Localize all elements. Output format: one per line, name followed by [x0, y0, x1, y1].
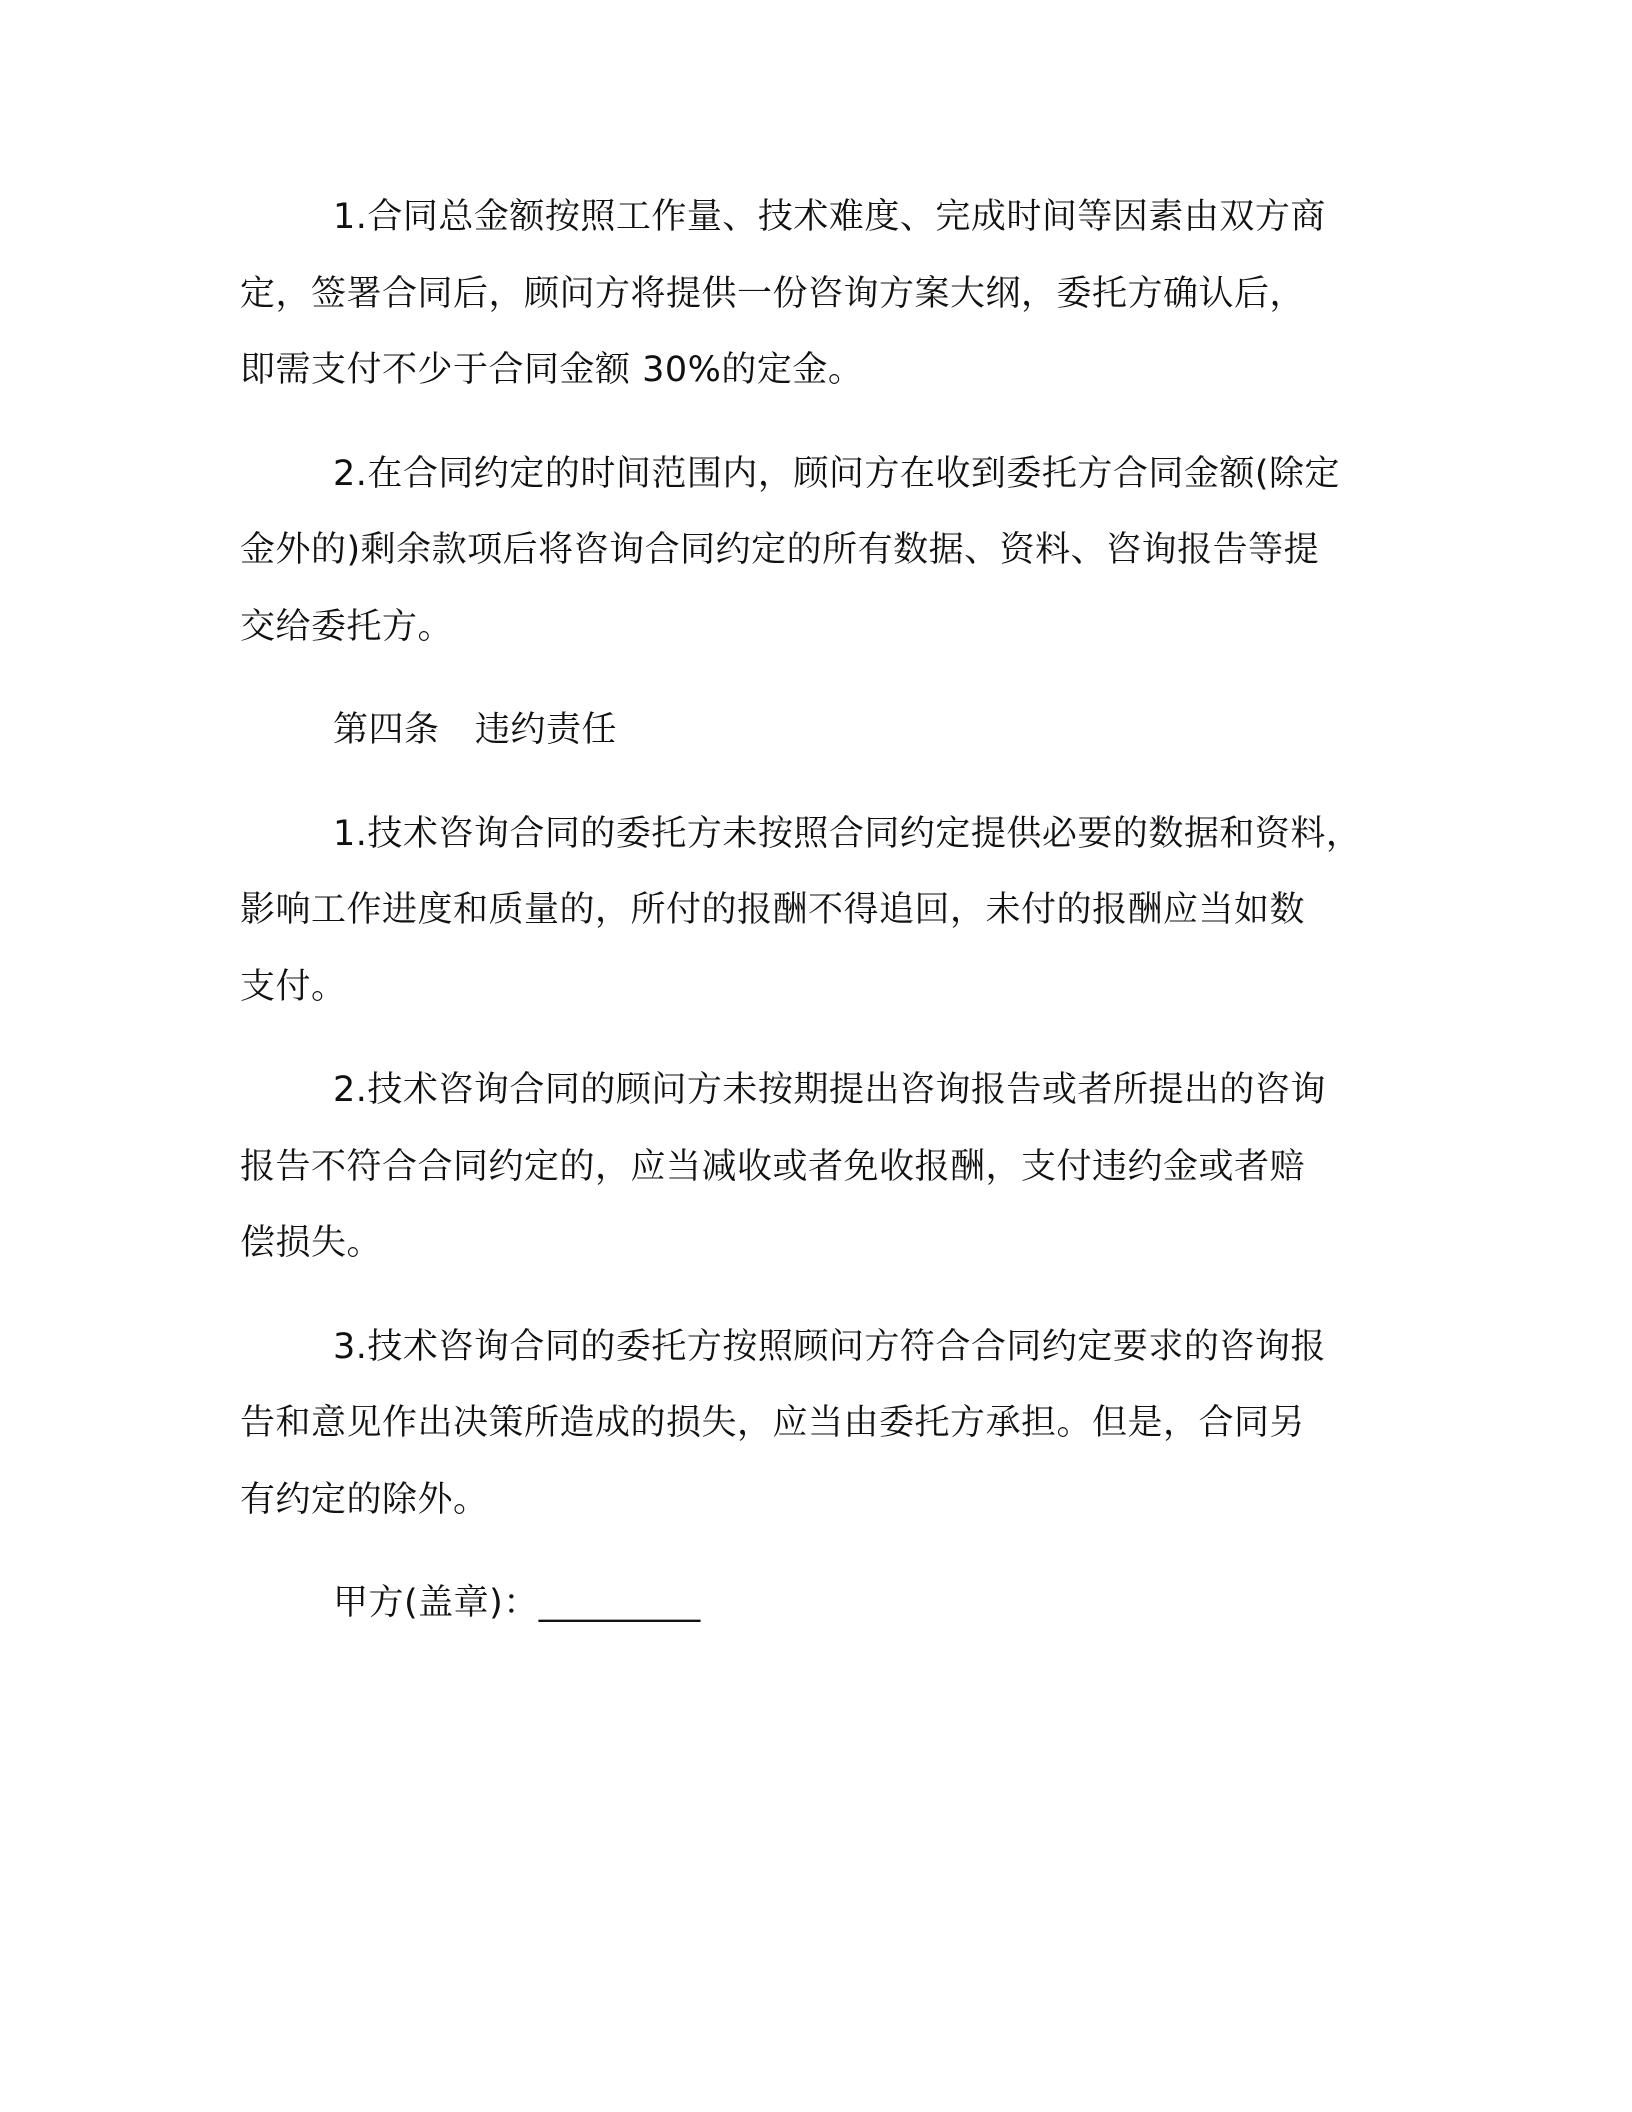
clause-4-2-line-1: 2.技术咨询合同的顾问方未按期提出咨询报告或者所提出的咨询 — [333, 1070, 1326, 1110]
clause-4-3-line-2: 告和意见作出决策所造成的损失，应当由委托方承担。但是，合同另 — [240, 1403, 1306, 1443]
clause-4-3-line-1: 3.技术咨询合同的委托方按照顾问方符合合同约定要求的咨询报 — [333, 1327, 1326, 1367]
clause-4-2-line-2: 报告不符合合同约定的，应当减收或者免收报酬，支付违约金或者赔 — [240, 1147, 1306, 1187]
clause-3-2-line-3: 交给委托方。 — [240, 607, 454, 647]
clause-3-1-line-1: 1.合同总金额按照工作量、技术难度、完成时间等因素由双方商 — [333, 197, 1326, 237]
clause-4-2-line-3: 偿损失。 — [240, 1223, 383, 1263]
clause-3-1-line-2: 定，签署合同后，顾问方将提供一份咨询方案大纲，委托方确认后， — [240, 274, 1306, 314]
clause-3-1-line-3: 即需支付不少于合同金额 30%的定金。 — [240, 350, 864, 390]
party-a-signature-line: 甲方(盖章)：_________ — [333, 1583, 701, 1623]
clause-4-1-line-3: 支付。 — [240, 967, 347, 1007]
clause-4-1-line-2: 影响工作进度和质量的，所付的报酬不得追回，未付的报酬应当如数 — [240, 890, 1306, 930]
clause-4-1-line-1: 1.技术咨询合同的委托方未按照合同约定提供必要的数据和资料， — [333, 814, 1362, 854]
article-4-heading: 第四条 违约责任 — [333, 710, 618, 750]
clause-4-3-line-3: 有约定的除外。 — [240, 1480, 489, 1520]
clause-3-2-line-2: 金外的)剩余款项后将咨询合同约定的所有数据、资料、咨询报告等提 — [240, 530, 1320, 570]
clause-3-2-line-1: 2.在合同约定的时间范围内，顾问方在收到委托方合同金额(除定 — [333, 454, 1341, 494]
